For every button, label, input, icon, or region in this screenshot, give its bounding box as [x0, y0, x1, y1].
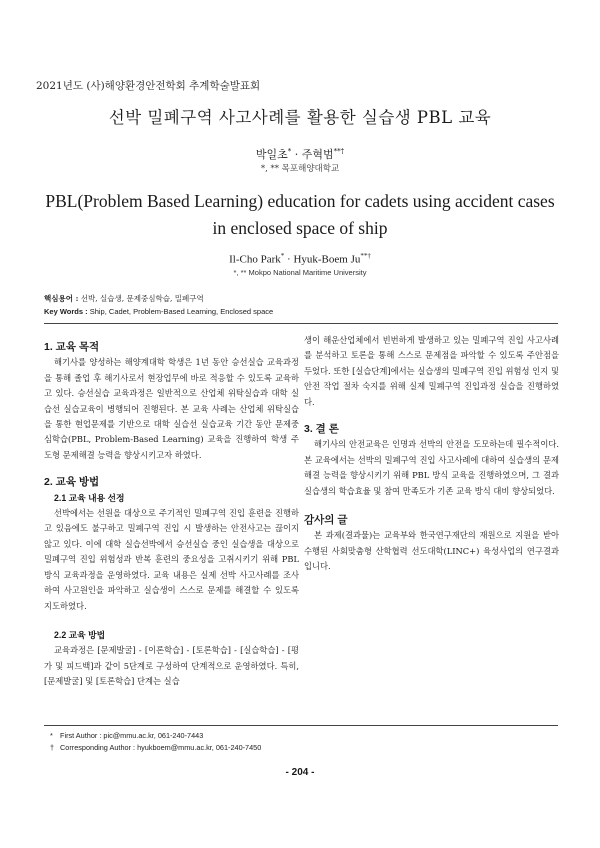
keywords-label: 핵심용어 :	[44, 294, 79, 303]
left-column	[44, 340, 299, 690]
keywords-text: 선박, 실습생, 문제중심학습, 밀폐구역	[80, 294, 204, 303]
section-2-1-heading: 2.1 교육 내용 선정	[54, 492, 125, 503]
author-1-name: 박일초	[255, 148, 288, 161]
author-1-mark: *	[287, 147, 292, 156]
section-2-2-heading: 2.2 교육 방법	[54, 629, 106, 640]
authors-english	[0, 252, 600, 266]
section-3-heading: 3. 결 론	[304, 423, 339, 436]
footnote-divider	[44, 725, 558, 726]
section-2-1-text: 선박에서는 선원을 대상으로 주기적인 밀폐구역 진입 훈련을 진행하고 있음에도 불구하고 밀폐구역 진입 시 발생하는 안전사고는 끊이지 않고 있다. 이에 대학 실습선박에서 승선실습 중인 실습생을 대상으로 밀폐구역 진입 위험성과 반복 훈련의 중요성을 고취시키기 위해 PBL 방식 교육과정을 운영하였다. 교육 내용은 실제 선박 사고사례를 조사하여 사고원인을 파악하고 실습생이 스스로 문제를 해결할 수 있도록 지도하였다.	[44, 508, 299, 611]
author-separator-en: ·	[284, 253, 294, 266]
section-3-text: 해기사의 안전교육은 인명과 선박의 안전을 도모하는데 필수적이다. 본 교육에서는 선박의 밀폐구역 진입 사고사례에 대하여 실습생의 문제해결 능력을 향상시키기 위해 PBL 방식 교육을 진행하였으며, 그 결과 실습생의 학습효율 및 참여 만족도가 기존 교육 방식 대비 향상되었다.	[304, 439, 559, 496]
top-divider	[44, 323, 558, 324]
author-separator: ·	[291, 148, 302, 161]
section-2-2-text: 교육과정은 [문제발굴] - [이론학습] - [토론학습] - [실습학습] - [평가 및 피드백]과 같이 5단계로 구성하여 단계적으로 운영하였다. 특히, [문제발굴] 및 [토론학습] 단계는 실습	[44, 645, 299, 687]
acknowledgement-heading: 감사의 글	[304, 514, 348, 527]
affiliation-korean: *, ** 목포해양대학교	[260, 164, 340, 174]
right-column	[304, 333, 559, 575]
acknowledgement-text: 본 과제(결과물)는 교육부와 한국연구재단의 재원으로 지원을 받아 수행된 사회맞춤형 산학협력 선도대학(LINC+) 육성사업의 연구결과입니다.	[304, 530, 559, 572]
footnote-1-text: First Author : pic@mmu.ac.kr, 061-240-7443	[60, 731, 204, 740]
footnote-first-author	[50, 731, 203, 740]
author-2-mark-en: **†	[360, 252, 371, 260]
keywords-label-en: Key Words :	[44, 307, 88, 316]
title-english: PBL(Problem Based Learning) education for cadets using accident cases in enclosed space of ship	[45, 191, 555, 238]
author-2-name: 주혁범	[301, 148, 334, 161]
keywords-korean	[44, 293, 204, 304]
section-1-text: 해기사를 양성하는 해양계대학 학생은 1년 동안 승선실습 교육과정을 통해 졸업 후 해기사로서 현장업무에 바로 적응할 수 있도록 교육하고 있다. 승선실습 교육과정은 일반적으로 산업체 위탁실습과 대학 실습선 실습교육이 병행되어 진행된다. 본 교육 사례는 산업체 위탁실습을 통한 현업문제를 기반으로 대학 실습선 실습교육 기간 동안 문제중심학습(PBL, Problem-Based Learning) 교육을 진행하여 학생 주도형 문제해결 능력을 향상시키고자 하였다.	[44, 357, 299, 460]
affiliation-english: *, ** Mokpo National Maritime University	[233, 268, 367, 277]
author-2-mark: **†	[333, 147, 345, 156]
section-2-2-continued-text: 생이 해운산업체에서 빈번하게 발생하고 있는 밀폐구역 진입 사고사례를 분석하고 토론을 통해 스스로 문제점을 파악할 수 있도록 주안점을 두었다. 또한 [실습단계]에서는 실습생의 밀폐구역 진입 위험성 인지 및 안전 작업 절차 숙지를 위해 실제 밀폐구역 진입과정 실습을 진행하였다.	[304, 335, 559, 407]
keywords-english	[44, 307, 273, 316]
footnote-corresponding-author	[50, 743, 261, 752]
author-1-mark-en: *	[280, 252, 285, 260]
section-2-heading: 2. 교육 방법	[44, 476, 100, 489]
footnote-2-mark: †	[50, 743, 55, 752]
section-1-heading: 1. 교육 목적	[44, 341, 100, 353]
footnote-1-mark: *	[50, 731, 53, 740]
author-2-name-en: Hyuk-Boem Ju	[293, 253, 361, 266]
keywords-text-en: Ship, Cadet, Problem-Based Learning, Enclosed space	[89, 307, 274, 316]
author-1-name-en: Il-Cho Park	[229, 253, 281, 266]
footnote-2-text: Corresponding Author : hyukboem@mmu.ac.kr, 061-240-7450	[60, 743, 262, 752]
page-number: - 204 -	[285, 767, 315, 778]
authors-korean	[0, 146, 600, 162]
conference-header: 2021년도 (사)해양환경안전학회 추계학술발표회	[36, 80, 261, 92]
title-korean: 선박 밀폐구역 사고사례를 활용한 실습생 PBL 교육	[108, 108, 492, 127]
